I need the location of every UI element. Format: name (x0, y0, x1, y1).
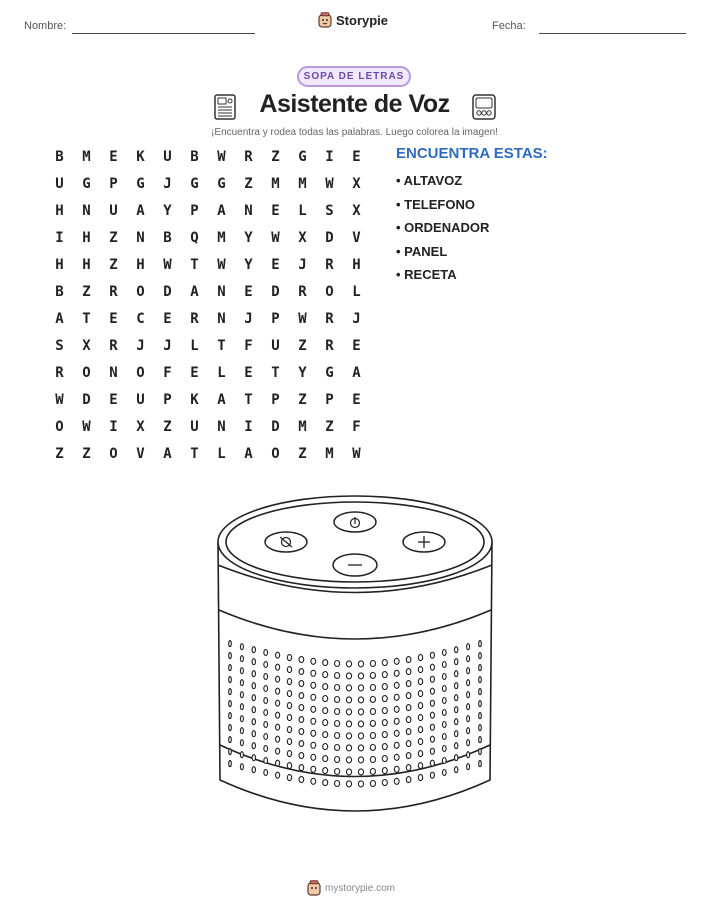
name-line (72, 33, 255, 34)
grid-letter[interactable]: U (163, 149, 172, 165)
storypie-logo-icon (318, 12, 332, 28)
grid-letter[interactable]: J (352, 311, 361, 327)
grid-letter[interactable]: B (55, 149, 64, 165)
grid-letter[interactable]: D (325, 230, 334, 246)
grid-letter[interactable]: A (217, 392, 226, 408)
grid-letter[interactable]: I (325, 149, 334, 165)
grid-row (46, 418, 370, 445)
grid-letter[interactable]: U (109, 203, 118, 219)
grid-letter[interactable]: L (298, 203, 307, 219)
grid-letter[interactable]: O (136, 365, 145, 381)
grid-letter[interactable]: G (298, 149, 307, 165)
grid-letter[interactable]: N (244, 203, 253, 219)
grid-letter[interactable]: D (271, 284, 280, 300)
grid-letter[interactable]: H (352, 257, 361, 273)
grid-letter[interactable]: E (109, 392, 118, 408)
grid-letter[interactable]: Z (55, 446, 64, 462)
grid-letter[interactable]: I (55, 230, 64, 246)
grid-letter[interactable]: L (190, 338, 199, 354)
power-icon (334, 512, 376, 532)
grid-letter[interactable]: H (82, 257, 91, 273)
smart-speaker-illustration (210, 490, 500, 860)
grid-letter[interactable]: Z (298, 392, 307, 408)
grid-letter[interactable]: A (352, 365, 361, 381)
grid-letter[interactable]: H (55, 257, 64, 273)
grid-letter[interactable]: I (244, 419, 253, 435)
grid-letter[interactable]: X (298, 230, 307, 246)
grid-letter[interactable]: W (163, 257, 172, 273)
grid-letter[interactable]: R (109, 338, 118, 354)
grid-letter[interactable]: Z (298, 446, 307, 462)
grid-letter[interactable]: X (352, 176, 361, 192)
grid-letter[interactable]: L (217, 365, 226, 381)
grid-letter[interactable]: P (271, 311, 280, 327)
grid-row (46, 202, 370, 229)
grid-letter[interactable]: N (109, 365, 118, 381)
word-list-title: ENCUENTRA ESTAS: (396, 145, 548, 162)
grid-letter[interactable]: T (244, 392, 253, 408)
grid-letter[interactable]: T (271, 365, 280, 381)
grid-letter[interactable]: M (298, 176, 307, 192)
grid-letter[interactable]: L (217, 446, 226, 462)
grid-letter[interactable]: G (325, 365, 334, 381)
grid-letter[interactable]: P (190, 203, 199, 219)
grid-letter[interactable]: Z (109, 257, 118, 273)
grid-row (46, 256, 370, 283)
word-item: • TELEFONO (396, 196, 475, 212)
grid-letter[interactable]: A (190, 284, 199, 300)
grid-letter[interactable]: U (190, 419, 199, 435)
grid-letter[interactable]: E (244, 365, 253, 381)
grid-letter[interactable]: Q (190, 230, 199, 246)
grid-letter[interactable]: B (190, 149, 199, 165)
date-label: Fecha: (492, 20, 526, 32)
grid-letter[interactable]: E (352, 338, 361, 354)
grid-letter[interactable]: Z (163, 419, 172, 435)
grid-letter[interactable]: B (55, 284, 64, 300)
grid-letter[interactable]: N (217, 284, 226, 300)
grid-letter[interactable]: X (136, 419, 145, 435)
instructions: ¡Encuentra y rodea todas las palabras. Luego colorea la imagen! (211, 127, 498, 138)
grid-letter[interactable]: T (190, 446, 199, 462)
word-list (396, 172, 489, 290)
grid-letter[interactable]: E (271, 203, 280, 219)
grid-letter[interactable]: R (55, 365, 64, 381)
grid-letter[interactable]: J (163, 338, 172, 354)
grid-letter[interactable]: T (190, 257, 199, 273)
grid-letter[interactable]: D (163, 284, 172, 300)
grid-letter[interactable]: V (352, 230, 361, 246)
grid-letter[interactable]: T (217, 338, 226, 354)
grid-letter[interactable]: M (325, 446, 334, 462)
word-item: • RECETA (396, 267, 457, 282)
grid-letter[interactable]: P (109, 176, 118, 192)
storypie-logo-icon (307, 880, 321, 896)
grid-letter[interactable]: N (217, 419, 226, 435)
grid-letter[interactable]: Z (109, 230, 118, 246)
grid-row (46, 175, 370, 202)
grid-letter[interactable]: H (82, 230, 91, 246)
grid-letter[interactable]: P (163, 392, 172, 408)
grid-letter[interactable]: Z (325, 419, 334, 435)
page-title: Asistente de Voz (259, 90, 450, 118)
grid-letter[interactable]: U (55, 176, 64, 192)
word-item: • ORDENADOR (396, 220, 490, 235)
grid-letter[interactable]: J (244, 311, 253, 327)
grid-letter[interactable]: S (325, 203, 334, 219)
activity-badge: SOPA DE LETRAS (297, 66, 411, 87)
grid-letter[interactable]: Y (163, 203, 172, 219)
grid-letter[interactable]: O (325, 284, 334, 300)
grid-letter[interactable]: W (82, 419, 91, 435)
grid-letter[interactable]: Y (244, 257, 253, 273)
plus-icon (403, 532, 445, 552)
grid-letter[interactable]: N (82, 203, 91, 219)
grid-letter[interactable]: W (325, 176, 334, 192)
grid-letter[interactable]: R (298, 284, 307, 300)
grid-letter[interactable]: Z (271, 149, 280, 165)
grid-letter[interactable]: K (136, 149, 145, 165)
grid-row (46, 229, 370, 256)
grid-letter[interactable]: E (109, 149, 118, 165)
grid-letter[interactable]: M (82, 149, 91, 165)
grid-letter[interactable]: A (244, 446, 253, 462)
grid-letter[interactable]: A (163, 446, 172, 462)
grid-letter[interactable]: U (136, 392, 145, 408)
grid-row (46, 445, 370, 472)
grid-letter[interactable]: P (325, 392, 334, 408)
grid-letter[interactable]: J (136, 338, 145, 354)
grid-letter[interactable]: V (136, 446, 145, 462)
grid-letter[interactable]: R (325, 338, 334, 354)
grid-letter[interactable]: M (271, 176, 280, 192)
grid-letter[interactable]: X (352, 203, 361, 219)
grid-letter[interactable]: W (55, 392, 64, 408)
brand-name: Storypie (336, 12, 389, 28)
grid-letter[interactable]: E (109, 311, 118, 327)
grid-letter[interactable]: K (190, 392, 199, 408)
grid-letter[interactable]: R (244, 149, 253, 165)
grid-letter[interactable]: O (55, 419, 64, 435)
grid-letter[interactable]: A (136, 203, 145, 219)
grid-row (46, 391, 370, 418)
date-line (539, 33, 686, 34)
grid-letter[interactable]: L (352, 284, 361, 300)
grid-letter[interactable]: S (55, 338, 64, 354)
grid-letter[interactable]: R (190, 311, 199, 327)
grid-letter[interactable]: F (163, 365, 172, 381)
grid-letter[interactable]: P (271, 392, 280, 408)
grid-letter[interactable]: W (271, 230, 280, 246)
grid-row (46, 283, 370, 310)
brand (318, 12, 388, 28)
grid-letter[interactable]: D (82, 392, 91, 408)
grid-letter[interactable]: Y (244, 230, 253, 246)
mute-icon (265, 532, 307, 552)
grid-letter[interactable]: O (82, 365, 91, 381)
grid-letter[interactable]: F (352, 419, 361, 435)
grid-letter[interactable]: O (136, 284, 145, 300)
grid-letter[interactable]: N (136, 230, 145, 246)
grid-letter[interactable]: H (55, 203, 64, 219)
grid-letter[interactable]: W (217, 149, 226, 165)
grid-row (46, 337, 370, 364)
grid-letter[interactable]: G (217, 176, 226, 192)
grid-letter[interactable]: R (109, 284, 118, 300)
grid-letter[interactable]: J (298, 257, 307, 273)
grid-letter[interactable]: Z (244, 176, 253, 192)
grid-letter[interactable]: E (244, 284, 253, 300)
grid-letter[interactable]: O (271, 446, 280, 462)
grid-letter[interactable]: A (217, 203, 226, 219)
grid-letter[interactable]: Y (298, 365, 307, 381)
footer (307, 880, 395, 896)
grid-letter[interactable]: E (163, 311, 172, 327)
grid-letter[interactable]: C (136, 311, 145, 327)
grid-letter[interactable]: E (190, 365, 199, 381)
grid-letter[interactable]: A (55, 311, 64, 327)
grid-letter[interactable]: F (244, 338, 253, 354)
grid-row (46, 310, 370, 337)
grid-letter[interactable]: J (163, 176, 172, 192)
word-item: • PANEL (396, 243, 448, 259)
grid-letter[interactable]: Z (82, 446, 91, 462)
grid-letter[interactable]: Z (82, 284, 91, 300)
grid-letter[interactable]: T (82, 311, 91, 327)
grid-letter[interactable]: N (217, 311, 226, 327)
grid-letter[interactable]: X (82, 338, 91, 354)
word-item: • ALTAVOZ (396, 173, 463, 188)
grid-letter[interactable]: D (271, 419, 280, 435)
grid-letter[interactable]: G (190, 176, 199, 192)
grid-row (46, 148, 370, 175)
grid-letter[interactable]: M (217, 230, 226, 246)
grid-letter[interactable]: R (325, 257, 334, 273)
grid-letter[interactable]: G (82, 176, 91, 192)
grid-row (46, 364, 370, 391)
grid-letter[interactable]: W (217, 257, 226, 273)
grid-letter[interactable]: E (352, 392, 361, 408)
grid-letter[interactable]: E (271, 257, 280, 273)
grid-letter[interactable]: E (352, 149, 361, 165)
grid-letter[interactable]: R (325, 311, 334, 327)
grid-letter[interactable]: W (352, 446, 361, 462)
letter-grid (46, 148, 370, 472)
tablet-device-icon (471, 93, 497, 121)
grid-letter[interactable]: U (271, 338, 280, 354)
grid-letter[interactable]: O (109, 446, 118, 462)
name-label: Nombre: (24, 20, 67, 32)
grid-letter[interactable]: W (298, 311, 307, 327)
grid-letter[interactable]: Z (298, 338, 307, 354)
footer-url: mystorypie.com (325, 882, 396, 894)
grid-letter[interactable]: H (136, 257, 145, 273)
grid-letter[interactable]: I (109, 419, 118, 435)
minus-icon (333, 554, 377, 576)
grid-letter[interactable]: B (163, 230, 172, 246)
grid-letter[interactable]: G (136, 176, 145, 192)
grid-letter[interactable]: M (298, 419, 307, 435)
